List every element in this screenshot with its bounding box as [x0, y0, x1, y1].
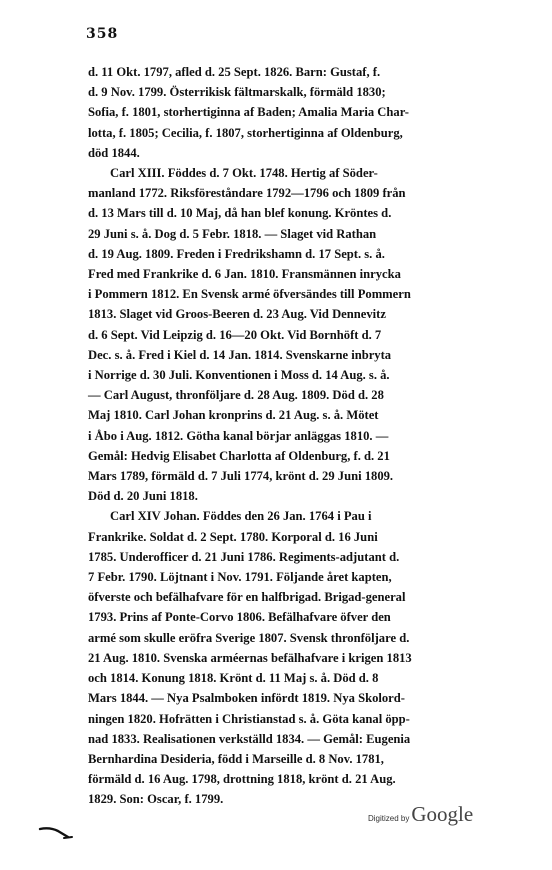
text-line: öfverste och befälhafvare för en halfbrigad. Brigad-general	[88, 590, 406, 605]
text-line: 29 Juni s. å. Dog d. 5 Febr. 1818. — Slaget vid Rathan	[88, 226, 377, 241]
page-number: 358	[86, 26, 119, 42]
text-line: lotta, f. 1805; Cecilia, f. 1807, storhertiginna af Oldenburg,	[88, 125, 403, 140]
text-line: — Carl August, thronföljare d. 28 Aug. 1809. Död d. 28	[88, 388, 384, 403]
text-line: nad 1833. Realisationen verkställd 1834. — Gemål: Eugenia	[88, 731, 411, 746]
text-line: Död d. 20 Juni 1818.	[88, 489, 198, 504]
text-line: Maj 1810. Carl Johan kronprins d. 21 Aug. s. å. Mötet	[88, 408, 379, 423]
text-line: d. 19 Aug. 1809. Freden i Fredrikshamn d. 17 Sept. s. å.	[88, 246, 385, 261]
text-line: Frankrike. Soldat d. 2 Sept. 1780. Korporal d. 16 Juni	[88, 529, 378, 544]
text-line: Carl XIV Johan. Föddes den 26 Jan. 1764 i Pau i	[110, 509, 372, 524]
digitized-by-label: Digitized by	[368, 814, 410, 823]
text-line: manland 1772. Riksföreståndare 1792—1796 och 1809 från	[88, 186, 406, 201]
text-line: Bernhardina Desideria, född i Marseille d. 8 Nov. 1781,	[88, 751, 384, 766]
text-line: 1813. Slaget vid Groos-Beeren d. 23 Aug. Vid Dennevitz	[88, 307, 386, 322]
text-line: ningen 1820. Hofrätten i Christianstad s. å. Göta kanal öpp-	[88, 711, 410, 726]
text-line: d. 13 Mars till d. 10 Maj, då han blef konung. Kröntes d.	[88, 206, 392, 221]
text-line: d. 9 Nov. 1799. Österrikisk fältmarskalk, förmäld 1830;	[88, 85, 386, 100]
text-line: Mars 1789, förmäld d. 7 Juli 1774, krönt d. 29 Juni 1809.	[88, 469, 394, 484]
text-line: och 1814. Konung 1818. Krönt d. 11 Maj s. å. Död d. 8	[88, 671, 379, 686]
margin-pen-mark	[38, 826, 74, 840]
text-line: 7 Febr. 1790. Löjtnant i Nov. 1791. Följande året kapten,	[88, 570, 392, 585]
text-line: Mars 1844. — Nya Psalmboken infördt 1819. Nya Skolord-	[88, 691, 405, 706]
text-line: d. 6 Sept. Vid Leipzig d. 16—20 Okt. Vid Bornhöft d. 7	[88, 327, 382, 342]
text-line: Dec. s. å. Fred i Kiel d. 14 Jan. 1814. Svenskarne inbryta	[88, 347, 392, 362]
text-line: Fred med Frankrike d. 6 Jan. 1810. Fransmännen inrycka	[88, 267, 401, 282]
text-line: i Pommern 1812. En Svensk armé öfversändes till Pommern	[88, 287, 411, 302]
text-line: 1793. Prins af Ponte-Corvo 1806. Befälhafvare öfver den	[88, 610, 391, 625]
text-line: 21 Aug. 1810. Svenska arméernas befälhafvare i krigen 1813	[88, 650, 412, 665]
text-line: i Åbo i Aug. 1812. Götha kanal börjar anläggas 1810. —	[88, 428, 389, 443]
text-line: d. 11 Okt. 1797, afled d. 25 Sept. 1826. Barn: Gustaf, f.	[88, 65, 381, 79]
text-line: i Norrige d. 30 Juli. Konventionen i Moss d. 14 Aug. s. å.	[88, 368, 390, 383]
digitized-by-watermark	[368, 802, 473, 827]
text-line: 1785. Underofficer d. 21 Juni 1786. Regiments-adjutant d.	[88, 549, 400, 564]
text-line: 1829. Son: Oscar, f. 1799.	[88, 792, 224, 807]
text-line: armé som skulle eröfra Sverige 1807. Svensk thronföljare d.	[88, 630, 410, 645]
body-text	[88, 62, 508, 810]
text-line: Gemål: Hedvig Elisabet Charlotta af Oldenburg, f. d. 21	[88, 448, 390, 463]
text-line: Carl XIII. Föddes d. 7 Okt. 1748. Hertig af Söder-	[110, 166, 378, 181]
text-line: förmäld d. 16 Aug. 1798, drottning 1818, krönt d. 21 Aug.	[88, 772, 396, 787]
text-line: död 1844.	[88, 145, 140, 160]
google-logo: Google	[411, 802, 474, 826]
text-line: Sofia, f. 1801, storhertiginna af Baden; Amalia Maria Char-	[88, 105, 410, 120]
